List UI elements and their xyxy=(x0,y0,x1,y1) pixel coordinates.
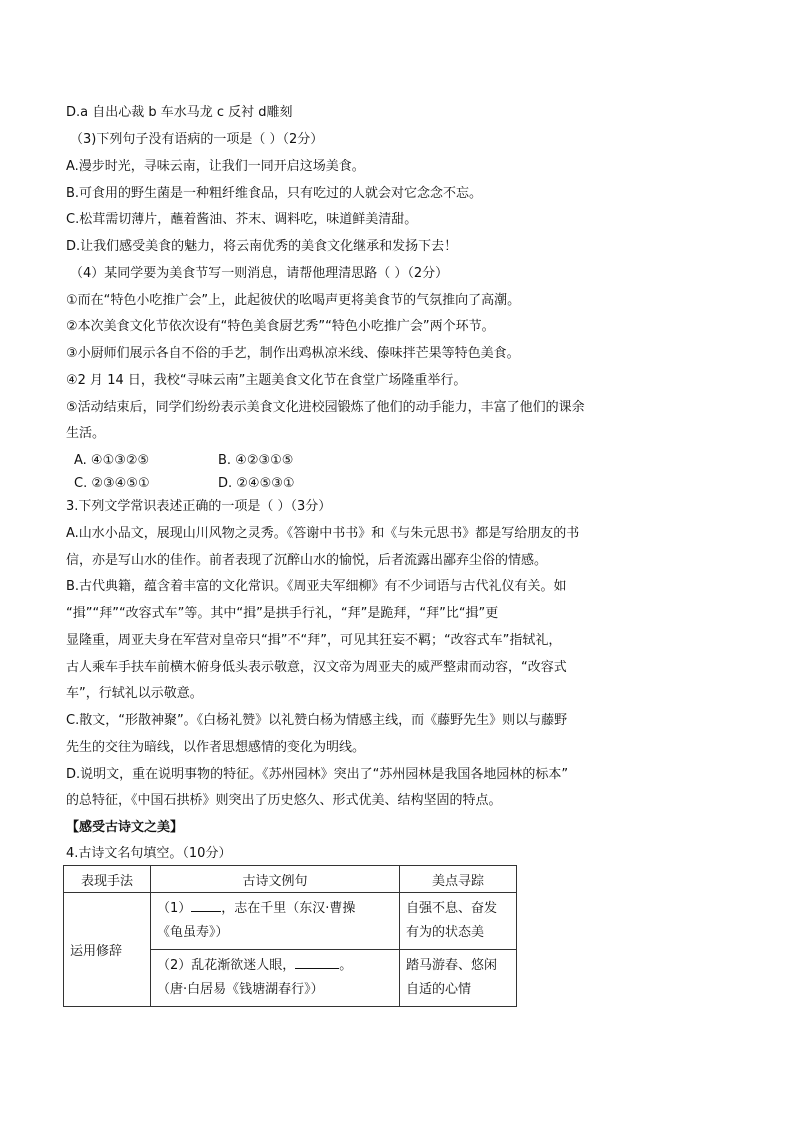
q3-option-b-line4: 古人乘车手扶车前横木俯身低头表示敬意，汉文帝为周亚夫的威严整肃而动容，“改容式 xyxy=(66,660,567,675)
q2-sub4-sentence-2: ②本次美食文化节依次设有“特色美食厨艺秀”“特色小吃推广会”两个环节。 xyxy=(66,319,495,334)
q2-sub4-sentence-1: ①而在“特色小吃推广会”上，此起彼伏的吆喝声更将美食节的气氛推向了高潮。 xyxy=(66,293,521,308)
q2-sub3-option-c: C.松茸需切薄片，蘸着酱油、芥末、调料吃，味道鲜美清甜。 xyxy=(66,212,418,227)
q2-sub4-option-b: B. ④②③①⑤ xyxy=(218,453,294,468)
q2-sub4-option-d: D. ②④⑤③① xyxy=(218,476,295,491)
table-row xyxy=(64,893,517,950)
q2-sub4-stem: （4）某同学要为美食节写一则消息，请帮他理清思路（ ）（2分） xyxy=(70,266,449,281)
q3-option-b-line3: 显隆重，周亚夫身在军营对皇帝只“揖”不“拜”，可见其狂妄不羁；“改容式车”指轼礼， xyxy=(66,633,562,648)
beauty-cell xyxy=(400,893,517,950)
header-example: 古诗文例句 xyxy=(151,866,400,893)
q3-option-b-line5: 车”，行轼礼以示敬意。 xyxy=(66,686,203,701)
header-technique: 表现手法 xyxy=(64,866,151,893)
q2-sub4-sentence-3: ③小厨师们展示各自不俗的手艺，制作出鸡枞凉米线、傣味拌芒果等特色美食。 xyxy=(66,346,520,361)
q3-option-a-line1: A.山水小品文，展现山川风物之灵秀。《答谢中书书》和《与朱元思书》都是写给朋友的书 xyxy=(66,526,580,541)
q3-option-c-line2: 先生的交往为暗线，以作者思想感情的变化为明线。 xyxy=(66,740,366,755)
q4-stem: 4.古诗文名句填空。（10分） xyxy=(66,846,232,861)
beauty-line2: 有为的状态美 xyxy=(406,925,485,940)
section-title: 【感受古诗文之美】 xyxy=(66,820,184,835)
technique-cell: 运用修辞 xyxy=(64,893,151,1007)
table-header-row xyxy=(64,866,517,893)
example-source: （唐·白居易《钱塘湖春行》） xyxy=(157,982,324,997)
fill-blank-1[interactable] xyxy=(191,899,221,912)
example-suffix: ，志在千里（东汉·曹操 xyxy=(221,901,356,916)
q3-option-a-line2: 信，亦是写山水的佳作。前者表现了沉醉山水的愉悦，后者流露出鄙弃尘俗的情感。 xyxy=(66,553,548,568)
q2-sub4-sentence-5-line1: ⑤活动结束后，同学们纷纷表示美食文化进校园锻炼了他们的动手能力，丰富了他们的课余 xyxy=(66,400,585,415)
q3-option-d-line2: 的总特征，《中国石拱桥》则突出了历史悠久、形式优美、结构坚固的特点。 xyxy=(66,793,502,808)
fill-blank-2[interactable] xyxy=(295,956,339,969)
q2-sub4-sentence-5-line2: 生活。 xyxy=(66,426,106,441)
q3-option-b-line1: B.古代典籍，蕴含着丰富的文化常识。《周亚夫军细柳》有不少词语与古代礼仪有关。如 xyxy=(66,579,567,594)
poem-table xyxy=(63,865,517,1007)
q2-option-d: D.a 自出心裁 b 车水马龙 c 反衬 d雕刻 xyxy=(66,105,293,120)
example-prefix: （1） xyxy=(157,901,192,916)
q2-sub3-option-d: D.让我们感受美食的魅力，将云南优秀的美食文化继承和发扬下去！ xyxy=(66,239,458,254)
beauty-cell xyxy=(400,950,517,1007)
q2-sub3-option-a: A.漫步时光，寻味云南，让我们一同开启这场美食。 xyxy=(66,159,365,174)
q3-option-c-line1: C.散文，“形散神聚”。《白杨礼赞》以礼赞白杨为情感主线，而《藤野先生》则以与藤野 xyxy=(66,713,568,728)
q2-sub4-option-c: C. ②③④⑤① xyxy=(74,476,150,491)
beauty-line1: 踏马游春、悠闲 xyxy=(406,958,498,973)
q2-sub4-option-a: A. ④①③②⑤ xyxy=(74,453,150,468)
example-source: 《龟虽寿》） xyxy=(157,925,229,940)
example-suffix: 。 xyxy=(339,958,353,973)
example-cell xyxy=(151,950,400,1007)
q3-stem: 3.下列文学常识表述正确的一项是（ ）（3分） xyxy=(66,499,332,514)
q3-option-b-line2: “揖”“拜”“改容式车”等。其中“揖”是拱手行礼，“拜”是跪拜，“拜”比“揖”更 xyxy=(66,606,499,621)
header-beauty: 美点寻踪 xyxy=(400,866,517,893)
q2-sub3-stem: （3)下列句子没有语病的一项是（ ）（2分） xyxy=(70,132,324,147)
beauty-line1: 自强不息、奋发 xyxy=(406,901,498,916)
q2-sub3-option-b: B.可食用的野生菌是一种粗纤维食品，只有吃过的人就会对它念念不忘。 xyxy=(66,186,483,201)
q3-option-d-line1: D.说明文，重在说明事物的特征。《苏州园林》突出了“苏州园林是我国各地园林的标本” xyxy=(66,767,569,782)
beauty-line2: 自适的心情 xyxy=(406,982,472,997)
example-prefix: （2）乱花渐欲迷人眼， xyxy=(157,958,296,973)
example-cell xyxy=(151,893,400,950)
q2-sub4-sentence-4: ④2 月 14 日，我校“寻味云南”主题美食文化节在食堂广场隆重举行。 xyxy=(66,373,467,388)
